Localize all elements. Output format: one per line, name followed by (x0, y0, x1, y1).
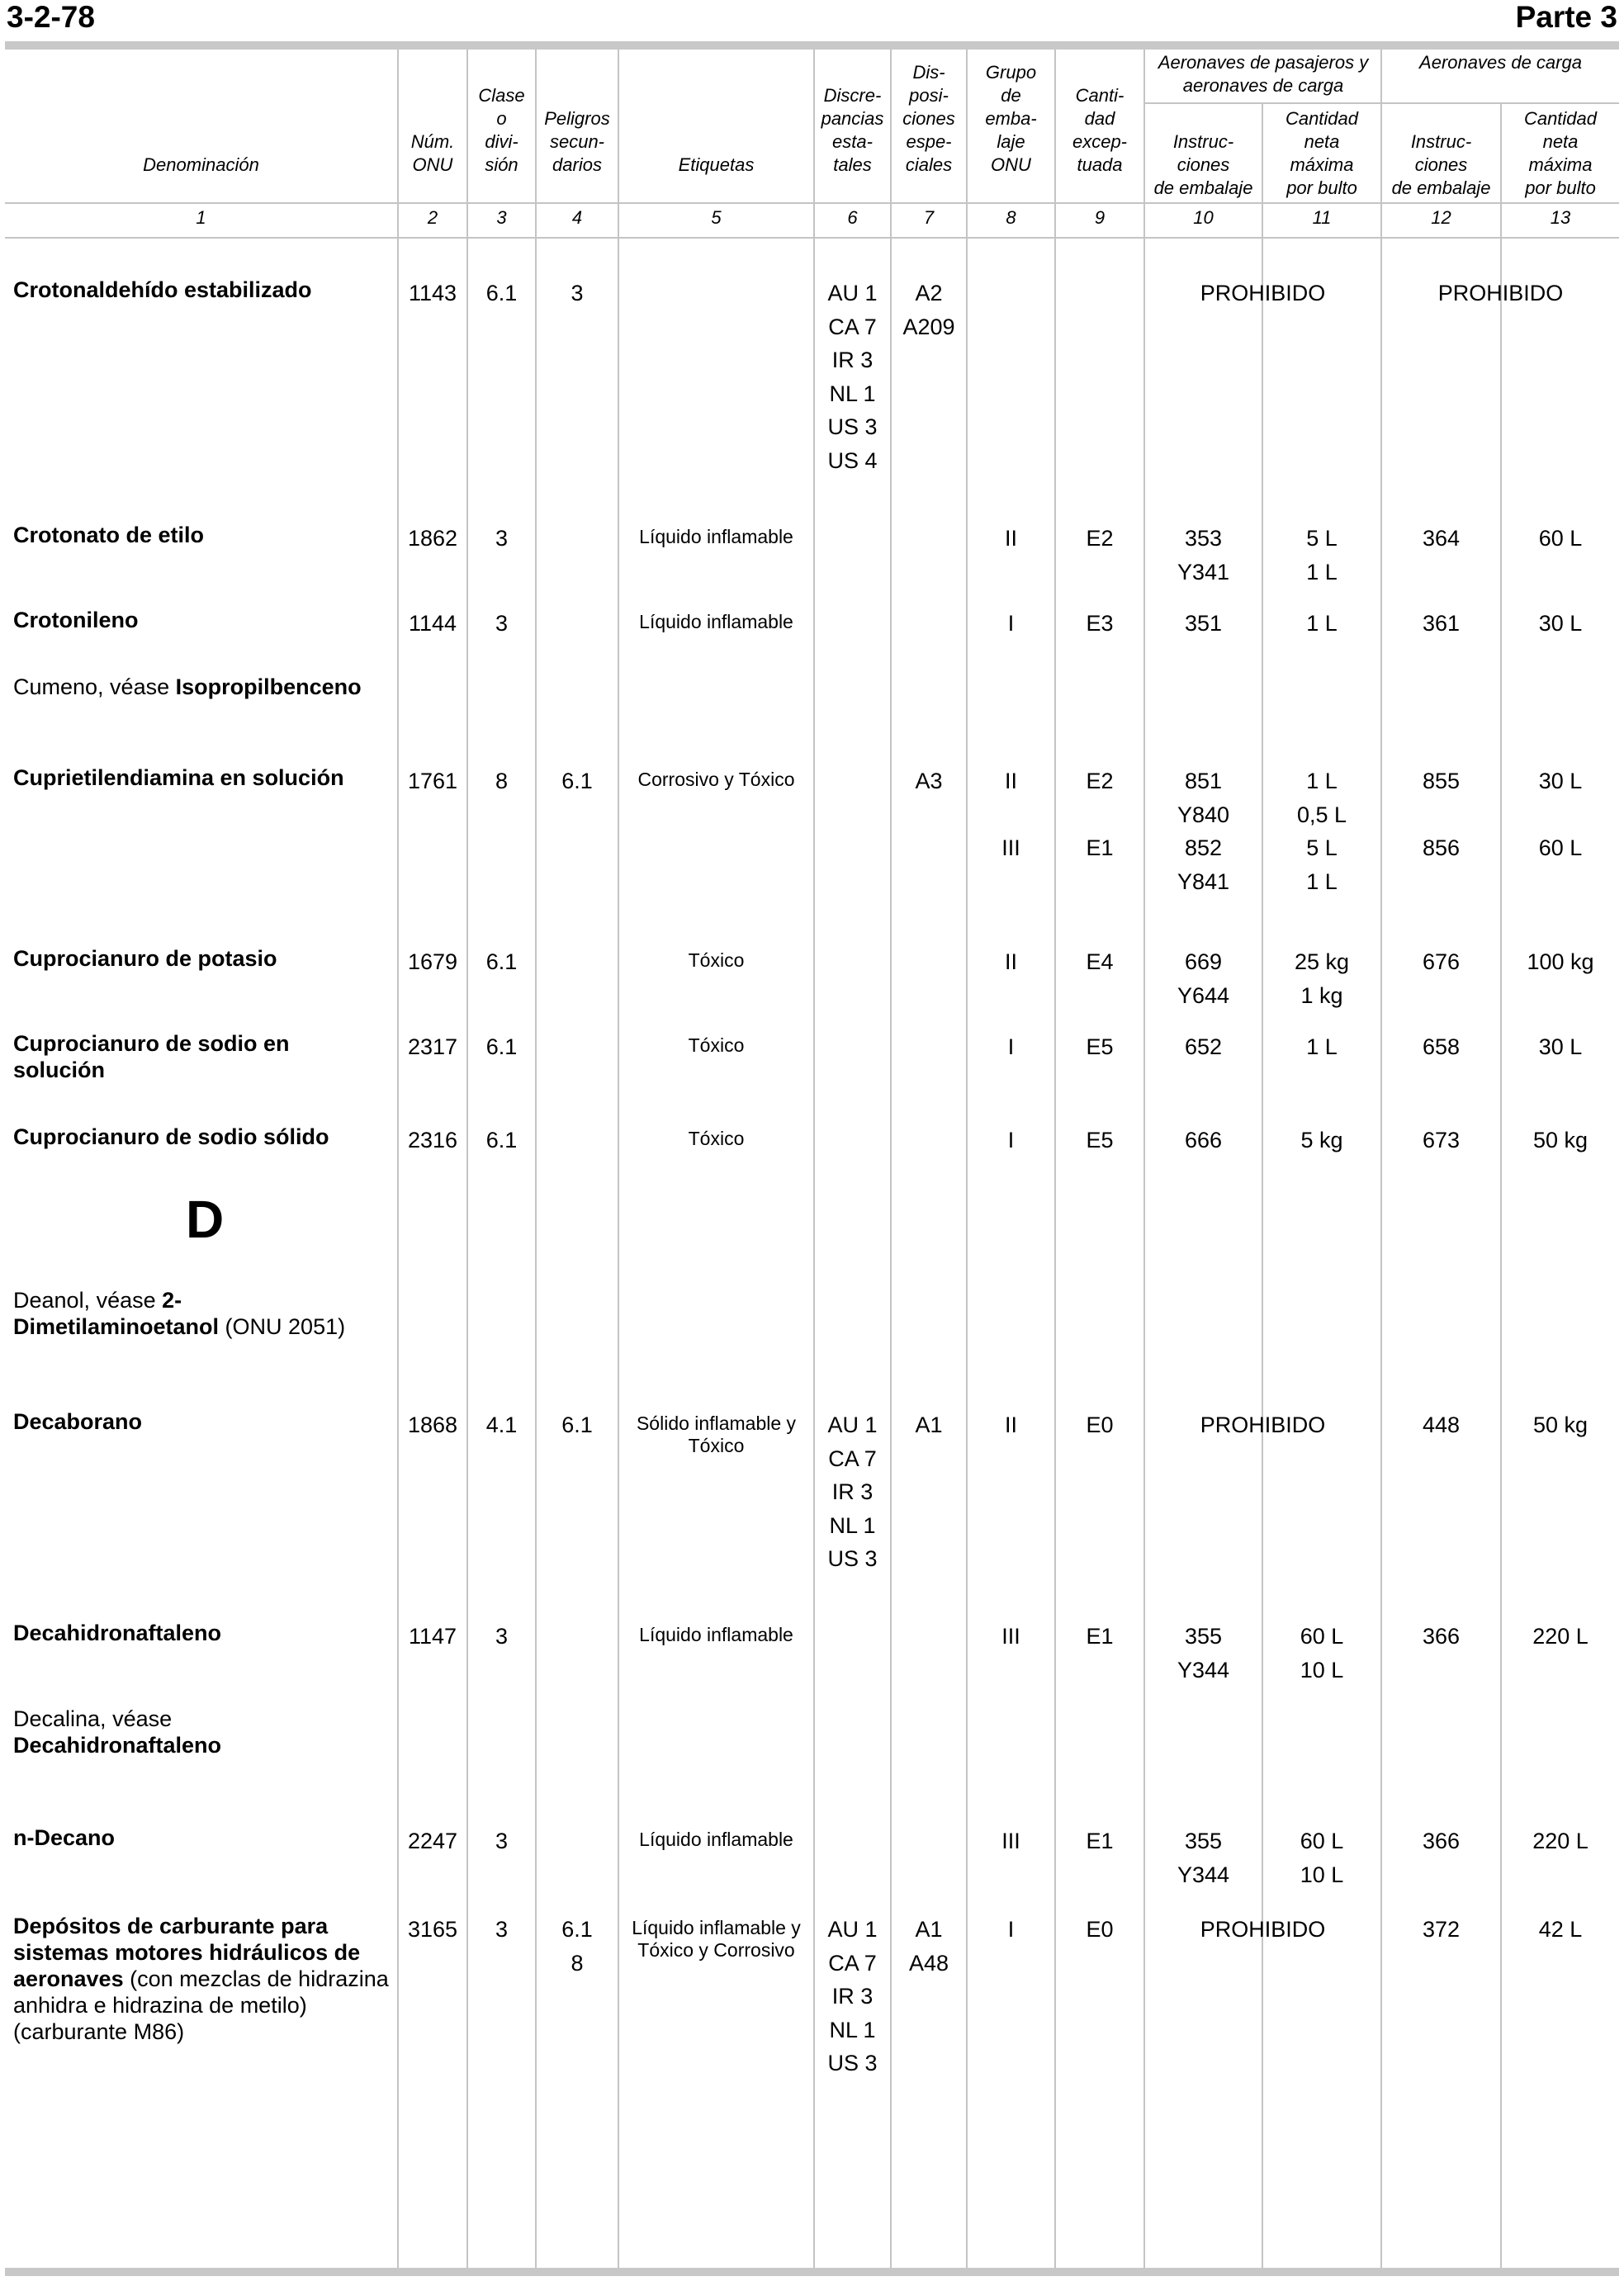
group-header-rule (1143, 102, 1619, 104)
substance-name: Decahidronaftaleno (13, 1621, 222, 1645)
cargo-max-quantity: 220 L (1532, 1829, 1588, 1853)
cargo-packing-instruction: 372 (1422, 1917, 1461, 1942)
pax-packing-instruction: 669 Y644 (1177, 949, 1230, 1008)
column-number: 6 (847, 207, 858, 228)
un-number: 1144 (408, 611, 457, 636)
header-packing-group: Grupo de emba- laje ONU (985, 62, 1037, 175)
hazard-label: Corrosivo y Tóxico (637, 769, 795, 790)
excepted-quantity: E0 (1086, 1413, 1114, 1437)
header-excepted-quantity: Canti- dad excep- tuada (1072, 85, 1128, 175)
substance-name: Crotonileno (13, 608, 139, 632)
header-pax-max-net-quantity: Cantidad neta máxima por bulto (1285, 108, 1359, 198)
cargo-max-quantity: 60 L (1538, 526, 1583, 551)
pax-packing-instruction: 666 (1184, 1128, 1223, 1152)
column-number: 2 (427, 207, 438, 228)
header-state-variations: Discre- pancias esta- tales (821, 85, 884, 175)
column-number: 10 (1193, 207, 1214, 228)
secondary-hazard: 6.1 (561, 1413, 593, 1437)
cargo-packing-instruction: 366 (1422, 1829, 1461, 1853)
cargo-max-quantity: 220 L (1532, 1624, 1588, 1649)
column-number: 9 (1094, 207, 1106, 228)
pax-packing-instruction: 351 (1184, 611, 1223, 636)
column-number: 5 (711, 207, 722, 228)
header-un-number: Núm. ONU (410, 131, 455, 175)
hazard-label: Líquido inflamable (639, 1829, 793, 1850)
column-number: 7 (923, 207, 935, 228)
excepted-quantity: E3 (1086, 611, 1114, 636)
state-variations: AU 1 CA 7 IR 3 NL 1 US 3 (827, 1413, 878, 1571)
hazard-label: Líquido inflamable y Tóxico y Corrosivo (632, 1917, 801, 1961)
special-provisions: A1 (915, 1413, 943, 1437)
special-provisions: A1 A48 (908, 1917, 949, 1976)
page-reference: 3-2-78 (7, 0, 95, 34)
secondary-hazard: 6.1 (561, 769, 593, 793)
cargo-max-quantity: 50 kg (1532, 1413, 1588, 1437)
packing-group: III (1001, 1624, 1020, 1649)
header-pax-packing-instructions: Instruc- ciones de embalaje (1153, 131, 1253, 198)
un-number: 3165 (407, 1917, 458, 1942)
packing-group: I (1007, 611, 1015, 636)
hazard-class: 6.1 (485, 1034, 518, 1059)
hazard-label: Líquido inflamable (639, 1624, 793, 1645)
pax-max-quantity: 1 L (1306, 611, 1338, 636)
packing-group: II III (1001, 769, 1020, 860)
column-number: 11 (1312, 207, 1332, 228)
hazard-label: Sólido inflamable y Tóxico (636, 1413, 797, 1456)
un-number: 1147 (408, 1624, 457, 1649)
pax-packing-instruction: 355 Y344 (1177, 1624, 1230, 1682)
column-number-rule (5, 237, 1619, 239)
pax-max-quantity: 5 L 1 L (1306, 526, 1338, 584)
pax-max-quantity: 1 L 0,5 L 5 L 1 L (1296, 769, 1347, 894)
header-secondary-hazards: Peligros secun- darios (544, 108, 610, 175)
cargo-max-quantity: 100 kg (1527, 949, 1594, 974)
un-number: 1679 (407, 949, 458, 974)
cross-reference: Cumeno, véase Isopropilbenceno (13, 674, 362, 699)
pax-max-quantity: 60 L 10 L (1300, 1624, 1344, 1682)
cargo-prohibited: PROHIBIDO (1437, 281, 1564, 305)
secondary-hazard: 6.1 8 (561, 1917, 593, 1976)
hazard-class: 3 (495, 526, 509, 551)
substance-name: Decaborano (13, 1409, 143, 1434)
state-variations: AU 1 CA 7 IR 3 NL 1 US 3 (827, 1917, 878, 2075)
hazard-class: 4.1 (485, 1413, 518, 1437)
bottom-rule (5, 2268, 1619, 2276)
header-cargo-max-net-quantity: Cantidad neta máxima por bulto (1523, 108, 1598, 198)
packing-group: III (1001, 1829, 1020, 1853)
column-number: 4 (571, 207, 583, 228)
substance-name: Cuprocianuro de potasio (13, 946, 277, 971)
cargo-max-quantity: 42 L (1538, 1917, 1583, 1942)
un-number: 1862 (407, 526, 458, 551)
cargo-max-quantity: 30 L (1538, 611, 1583, 636)
cross-reference: Decalina, véase Decahidronaftaleno (13, 1706, 222, 1758)
page-header (0, 0, 1624, 43)
pax-max-quantity: 25 kg 1 kg (1294, 949, 1350, 1008)
excepted-quantity: E5 (1086, 1034, 1114, 1059)
un-number: 2317 (407, 1034, 458, 1059)
excepted-quantity: E1 (1086, 1829, 1114, 1853)
cargo-packing-instruction: 361 (1422, 611, 1461, 636)
pax-max-quantity: 60 L 10 L (1300, 1829, 1344, 1887)
packing-group: II (1004, 1413, 1017, 1437)
part-title: Parte 3 (1515, 0, 1617, 34)
pax-packing-instruction: 652 (1184, 1034, 1223, 1059)
un-number: 2247 (407, 1829, 458, 1853)
substance-name: Crotonato de etilo (13, 523, 204, 547)
header-denominacion: Denominación (143, 154, 259, 175)
un-number: 1143 (408, 281, 457, 305)
pax-packing-instruction: 355 Y344 (1177, 1829, 1230, 1887)
column-number: 8 (1006, 207, 1016, 228)
excepted-quantity: E2 E1 (1086, 769, 1114, 860)
substance-name: Cuprocianuro de sodio en solución (13, 1031, 290, 1082)
hazard-class: 3 (495, 1829, 509, 1853)
hazard-class: 8 (495, 769, 509, 793)
special-provisions: A3 (915, 769, 943, 793)
cargo-packing-instruction: 673 (1422, 1128, 1461, 1152)
header-passenger-aircraft: Aeronaves de pasajeros y aeronaves de carga (1158, 52, 1369, 96)
cargo-packing-instruction: 658 (1422, 1034, 1461, 1059)
header-cargo-packing-instructions: Instruc- ciones de embalaje (1391, 131, 1491, 198)
substance-name: Cuprocianuro de sodio sólido (13, 1124, 329, 1149)
cargo-packing-instruction: 448 (1422, 1413, 1461, 1437)
cross-reference: Deanol, véase 2-Dimetilaminoetanol (ONU 2051) (13, 1288, 346, 1339)
top-rule (5, 41, 1619, 50)
secondary-hazard: 3 (571, 281, 584, 305)
pax-packing-instruction: 851 Y840 852 Y841 (1177, 769, 1230, 894)
cargo-packing-instruction: 855 856 (1422, 769, 1461, 860)
packing-group: I (1007, 1034, 1015, 1059)
pax-max-quantity: 5 kg (1300, 1128, 1343, 1152)
hazard-class: 3 (495, 1624, 509, 1649)
header-cargo-aircraft: Aeronaves de carga (1419, 52, 1582, 73)
substance-name: Cuprietilendiamina en solución (13, 765, 344, 790)
hazard-label: Tóxico (688, 1034, 745, 1056)
cargo-packing-instruction: 676 (1422, 949, 1461, 974)
un-number: 1761 (407, 769, 458, 793)
packing-group: II (1004, 526, 1017, 551)
hazard-label: Tóxico (688, 949, 745, 971)
hazard-class: 3 (495, 611, 509, 636)
substance-name: Depósitos de carburante para sistemas motores hidráulicos de aeronaves (con mezclas de hidrazina anhidra e hidrazina de metilo) (carburante M86) (13, 1914, 389, 2044)
hazard-class: 6.1 (485, 1128, 518, 1152)
excepted-quantity: E0 (1086, 1917, 1114, 1942)
section-letter: D (186, 1190, 225, 1249)
hazard-label: Tóxico (688, 1128, 745, 1149)
header-rule (5, 202, 1619, 204)
pax-packing-instruction: 353 Y341 (1177, 526, 1230, 584)
cargo-max-quantity: 30 L 60 L (1538, 769, 1583, 860)
excepted-quantity: E2 (1086, 526, 1114, 551)
packing-group: I (1007, 1128, 1015, 1152)
excepted-quantity: E1 (1086, 1624, 1114, 1649)
column-number: 3 (496, 207, 507, 228)
cargo-max-quantity: 30 L (1538, 1034, 1583, 1059)
column-number: 12 (1431, 207, 1451, 228)
excepted-quantity: E4 (1086, 949, 1114, 974)
hazard-label: Líquido inflamable (639, 526, 793, 547)
un-number: 2316 (407, 1128, 458, 1152)
state-variations: AU 1 CA 7 IR 3 NL 1 US 3 US 4 (827, 281, 878, 473)
passenger-prohibited: PROHIBIDO (1200, 1917, 1326, 1942)
excepted-quantity: E5 (1086, 1128, 1114, 1152)
column-number: 1 (196, 207, 206, 228)
header-class: Clase o divi- sión (478, 85, 525, 175)
column-number: 13 (1550, 207, 1571, 228)
packing-group: II (1004, 949, 1017, 974)
header-special-provisions: Dis- posi- ciones espe- ciales (902, 62, 955, 175)
hazard-class: 6.1 (485, 281, 518, 305)
special-provisions: A2 A209 (902, 281, 955, 339)
pax-max-quantity: 1 L (1306, 1034, 1338, 1059)
passenger-prohibited: PROHIBIDO (1200, 1413, 1326, 1437)
hazard-class: 3 (495, 1917, 509, 1942)
cargo-packing-instruction: 366 (1422, 1624, 1461, 1649)
substance-name: n-Decano (13, 1825, 116, 1850)
passenger-prohibited: PROHIBIDO (1200, 281, 1326, 305)
substance-name: Crotonaldehído estabilizado (13, 277, 312, 302)
hazard-class: 6.1 (485, 949, 518, 974)
cargo-max-quantity: 50 kg (1532, 1128, 1588, 1152)
packing-group: I (1007, 1917, 1015, 1942)
cargo-packing-instruction: 364 (1422, 526, 1461, 551)
hazard-label: Líquido inflamable (639, 611, 793, 632)
header-labels: Etiquetas (678, 154, 755, 175)
un-number: 1868 (407, 1413, 458, 1437)
